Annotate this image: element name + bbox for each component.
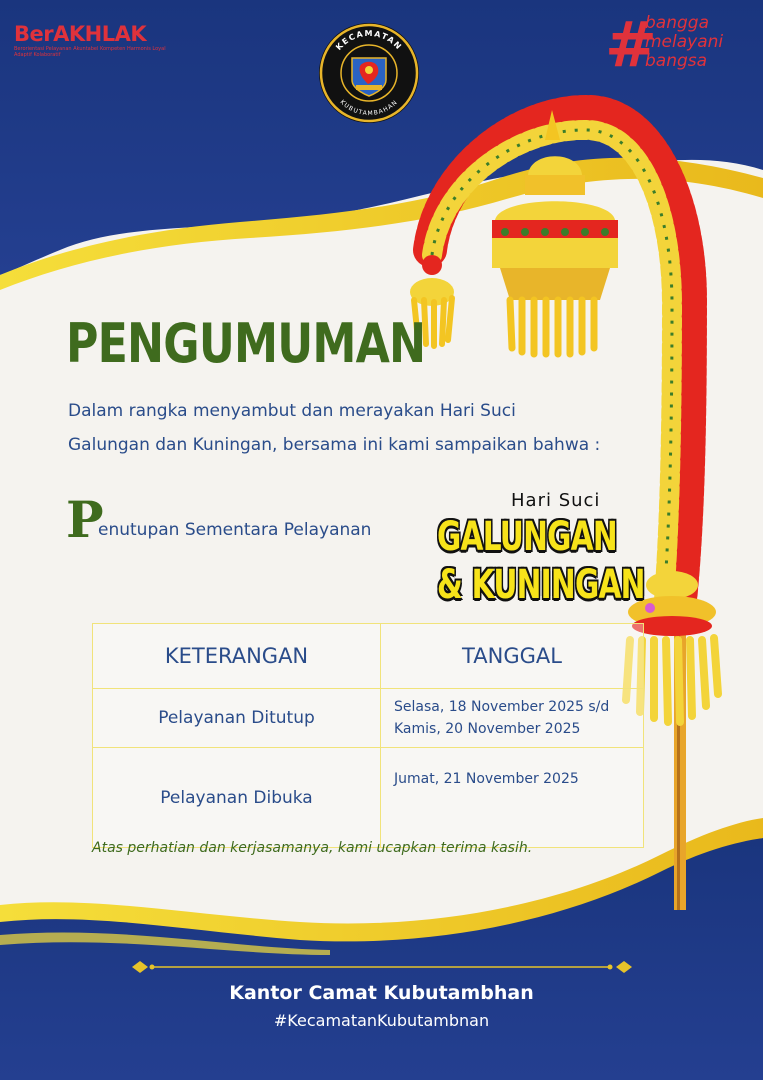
footer-hashtag: #KecamatanKubutambnan [273,1011,490,1030]
table-row [93,689,644,748]
header-keterangan: KETERANGAN [93,624,381,689]
kecamatan-emblem-logo [318,22,420,124]
emblem-top-text: KECAMATAN [334,28,404,53]
row-label: Pelayanan Ditutup [93,689,381,748]
bangga-text: bangga [645,13,709,33]
berakhlak-wordmark: BerAKHLAK [14,22,147,46]
melayani-text: melayani [645,32,724,52]
table-row [93,748,644,848]
intro-line-2: Galungan dan Kuningan, bersama ini kami sampaikan bahwa : [68,435,601,455]
hashtag-mark: # [605,8,657,81]
berakhlak-logo [14,22,189,58]
header-tanggal: TANGGAL [381,624,644,689]
schedule-table [92,623,644,848]
footer-office-name: Kantor Camat Kubutambhan [229,982,534,1004]
bangsa-text: bangsa [645,51,708,71]
row-date [381,748,644,848]
berakhlak-tagline: Berorientasi Pelayanan Akuntabel Kompeten Harmonis Loyal Adaptif Kolaboratif [14,46,166,58]
table-header-row [93,624,644,689]
holiday-kuningan: & KUNINGAN [437,562,645,608]
thank-you-note: Atas perhatian dan kerjasamanya, kami ucapkan terima kasih. [92,840,533,856]
bangga-melayani-bangsa-logo [605,8,763,81]
holiday-galungan: GALUNGAN [437,514,617,560]
announcement-intro [68,394,628,462]
date-line: Jumat, 21 November 2025 [394,771,579,787]
holiday-prefix: Hari Suci [511,490,601,511]
announcement-title: PENGUMUMAN [66,312,426,375]
closure-heading: enutupan Sementara Pelayanan [98,520,372,540]
row-date [381,689,644,748]
row-label: Pelayanan Dibuka [93,748,381,848]
emblem-bottom-text: KUBUTAMBAHAN [338,98,400,118]
closure-drop-cap: P [66,490,104,549]
date-line: Kamis, 20 November 2025 [394,721,581,737]
intro-line-1: Dalam rangka menyambut dan merayakan Hari Suci [68,401,516,421]
date-line: Selasa, 18 November 2025 s/d [394,699,610,715]
